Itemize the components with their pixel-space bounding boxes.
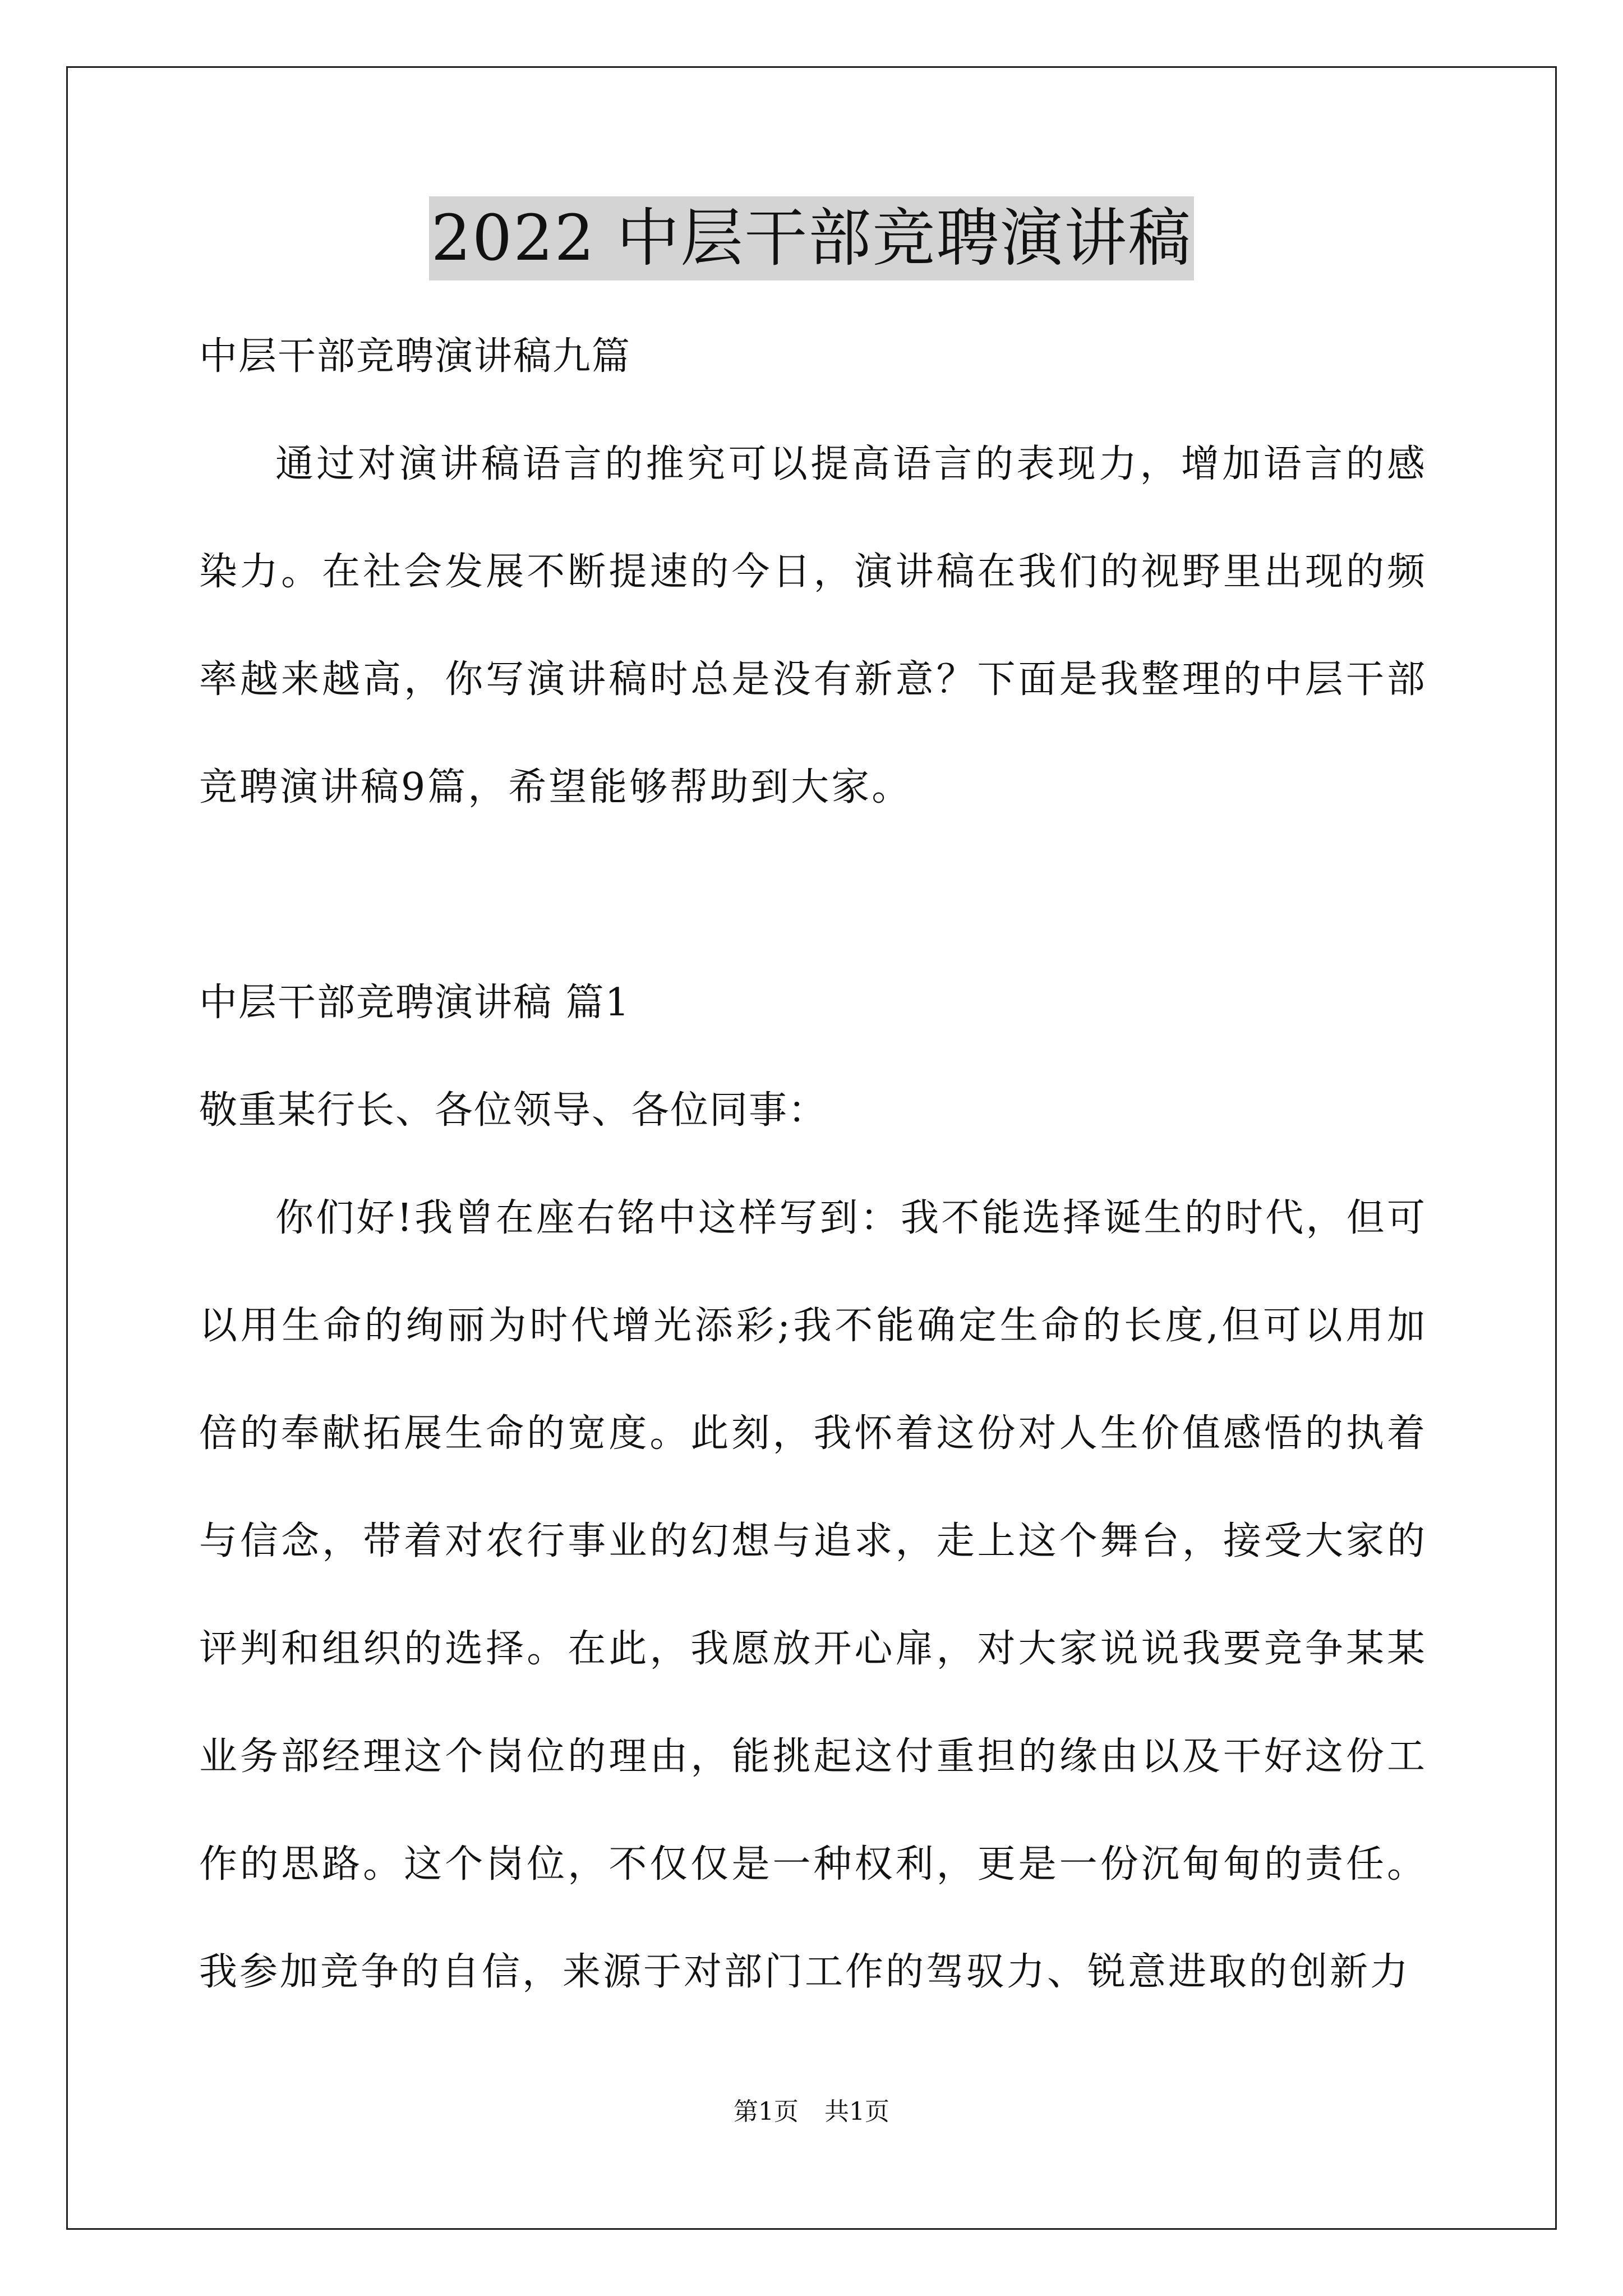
section-gap — [199, 841, 1427, 949]
page-footer — [0, 2095, 1623, 2129]
body-paragraph: 你们好!我曾在座右铭中这样写到：我不能选择诞生的时代，但可以用生命的绚丽为时代增光添彩;我不能确定生命的长度,但可以用加倍的奉献拓展生命的宽度。此刻，我怀着这份对人生价值感悟的执着与信念，带着对农行事业的幻想与追求，走上这个舞台，接受大家的评判和组织的选择。在此，我愿放开心扉，对大家说说我要竞争某某业务部经理这个岗位的理由，能挑起这付重担的缘由以及干好这份工作的思路。这个岗位，不仅仅是一种权利，更是一份沉甸甸的责任。我参加竞争的自信，来源于对部门工作的驾驭力、锐意进取的创新力 — [199, 1196, 1427, 1994]
document-title: 2022 中层干部竞聘演讲稿 — [429, 196, 1195, 280]
page-number-total: 共1页 — [824, 2097, 889, 2126]
title-wrap — [0, 196, 1623, 280]
section-heading: 中层干部竞聘演讲稿 篇1 — [199, 981, 630, 1025]
document-subtitle: 中层干部竞聘演讲稿九篇 — [199, 334, 631, 379]
document-content — [199, 303, 1427, 2026]
intro-paragraph: 通过对演讲稿语言的推究可以提高语言的表现力，增加语言的感染力。在社会发展不断提速的今日，演讲稿在我们的视野里出现的频率越来越高，你写演讲稿时总是没有新意？下面是我整理的中层干部竞聘演讲稿9篇，希望能够帮助到大家。 — [199, 442, 1427, 809]
page-number-current: 第1页 — [734, 2097, 799, 2126]
salutation: 敬重某行长、各位领导、各位同事： — [199, 1088, 828, 1133]
